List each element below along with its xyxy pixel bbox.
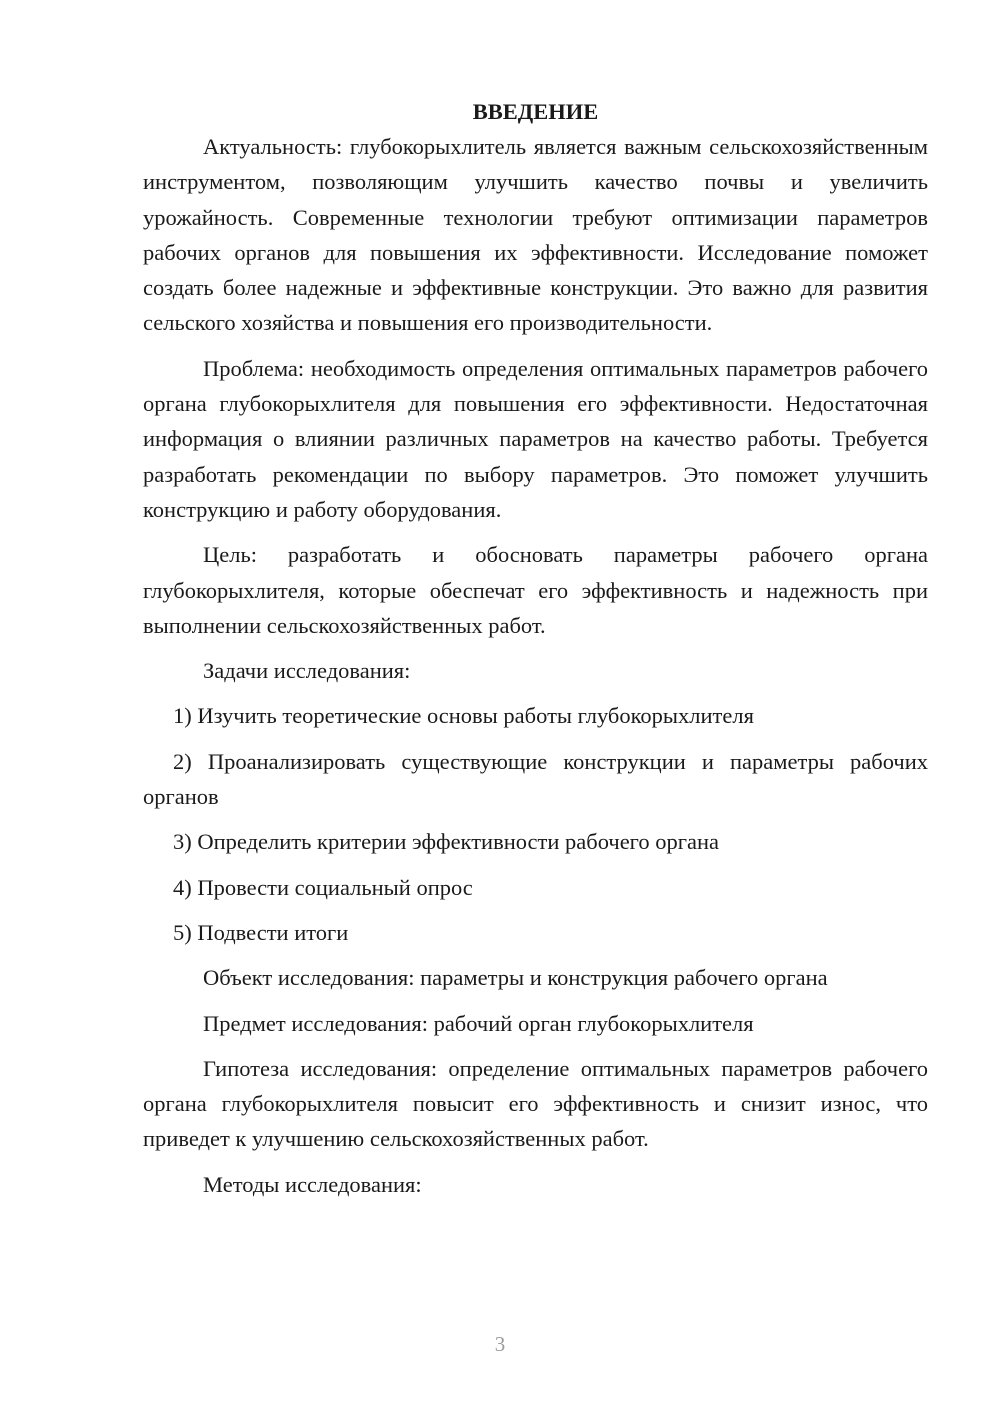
task-item-5: 5) Подвести итоги xyxy=(173,919,349,945)
page-number: 3 xyxy=(494,1332,506,1356)
paragraph-relevance: Актуальность: глубокорыхлитель является важным сельскохозяйственным инструментом, позволяющим улучшить качество почвы и увеличить урожайность. Современные технологии требуют оптимизации параметров рабочих органов для повышения их эффективности. Исследование поможет создать более надежные и эффективные конструкции. Это важно для развития сельского хозяйства и повышения его производительности. xyxy=(143,134,928,336)
paragraph-problem: Проблема: необходимость определения оптимальных параметров рабочего органа глубокорыхлителя для повышения его эффективности. Недостаточная информация о влиянии различных параметров на качество работы. Требуется разработать рекомендации по выбору параметров. Это поможет улучшить конструкцию и работу оборудования. xyxy=(143,355,928,522)
task-item-4: 4) Провести социальный опрос xyxy=(173,874,473,900)
paragraph-subject: Предмет исследования: рабочий орган глубокорыхлителя xyxy=(203,1010,754,1036)
paragraph-goal: Цель: разработать и обосновать параметры рабочего органа глубокорыхлителя, которые обеспечат его эффективность и надежность при выполнении сельскохозяйственных работ. xyxy=(143,542,928,638)
task-item-3: 3) Определить критерии эффективности рабочего органа xyxy=(173,829,719,855)
section-heading: ВВЕДЕНИЕ xyxy=(472,99,599,124)
task-item-2: 2) Проанализировать существующие конструкции и параметры рабочих органов xyxy=(143,748,928,810)
paragraph-methods: Методы исследования: xyxy=(203,1171,422,1197)
task-item-1: 1) Изучить теоретические основы работы глубокорыхлителя xyxy=(173,703,754,729)
paragraph-hypothesis: Гипотеза исследования: определение оптимальных параметров рабочего органа глубокорыхлителя повысит его эффективность и снизит износ, что приведет к улучшению сельскохозяйственных работ. xyxy=(143,1055,928,1152)
paragraph-tasks-heading: Задачи исследования: xyxy=(203,658,411,684)
page-content xyxy=(143,94,928,1202)
paragraph-object: Объект исследования: параметры и конструкция рабочего органа xyxy=(203,965,828,991)
